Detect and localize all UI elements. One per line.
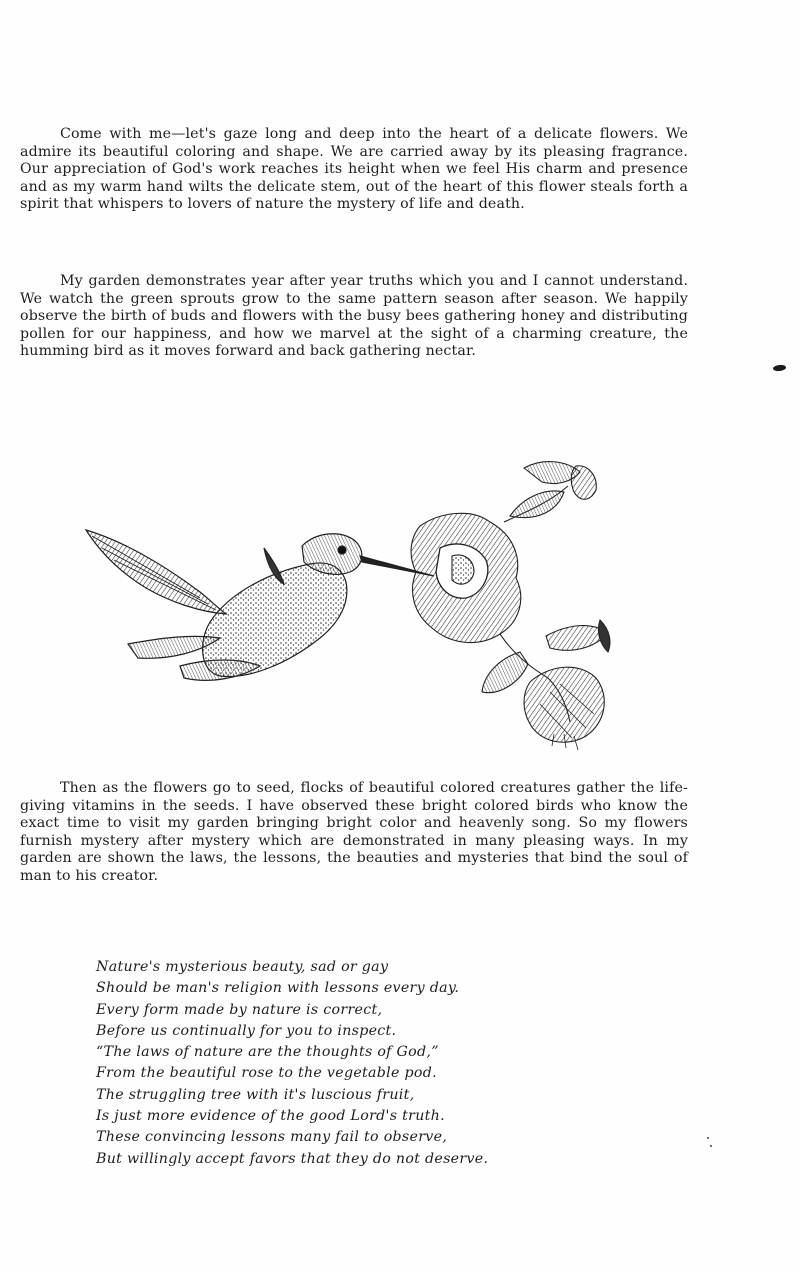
poem-line: These convincing lessons many fail to observe, xyxy=(96,1129,448,1146)
hummingbird-flower-illustration xyxy=(80,452,620,752)
poem-line: The struggling tree with it's luscious fruit, xyxy=(96,1086,415,1103)
ink-smudge xyxy=(773,364,787,371)
poem-line: From the beautiful rose to the vegetable pod. xyxy=(96,1065,437,1082)
ink-speck xyxy=(707,1137,709,1139)
paragraph-garden: My garden demonstrates year after year truths which you and I cannot understand. We watch the green sprouts grow to the same pattern season after season. We happily observe the birth of buds and flowers with the busy bees gathering honey and distributing pollen for our happiness, and how we marvel at the sight of a charming creature, the humming bird as it moves forward and back gathering nectar. xyxy=(20,273,688,360)
poem-line: Is just more evidence of the good Lord's truth. xyxy=(96,1108,445,1125)
ink-speck xyxy=(710,1145,712,1147)
hummingbird xyxy=(86,530,434,680)
poem-line: But willingly accept favors that they do not deserve. xyxy=(96,1150,489,1167)
poem-line: “The laws of nature are the thoughts of God,” xyxy=(96,1044,439,1061)
flower xyxy=(411,462,610,750)
poem-line: Before us continually for you to inspect. xyxy=(96,1022,397,1039)
poem-line: Nature's mysterious beauty, sad or gay xyxy=(96,959,389,975)
poem-line: Every form made by nature is correct, xyxy=(96,1001,383,1018)
paragraph-seeds: Then as the flowers go to seed, flocks of beautiful colored creatures gather the life-giving vitamins in the seeds. I have observed these bright colored birds who know the exact time to visit my garden bringing bright color and heavenly song. So my flowers furnish mystery after mystery which are demonstrated in many pleasing ways. In my garden are shown the laws, the lessons, the beauties and mysteries that bind the soul of man to his creator. xyxy=(20,780,688,884)
poem xyxy=(96,957,656,1170)
poem-line: Should be man's religion with lessons every day. xyxy=(96,980,460,997)
paragraph-intro: Come with me—let's gaze long and deep into the heart of a delicate flowers. We admire its beautiful coloring and shape. We are carried away by its pleasing fragrance. Our appreciation of God's work reaches its height when we feel His charm and presence and as my warm hand wilts the delicate stem, out of the heart of this flower steals forth a spirit that whispers to lovers of nature the mystery of life and death. xyxy=(20,126,688,213)
